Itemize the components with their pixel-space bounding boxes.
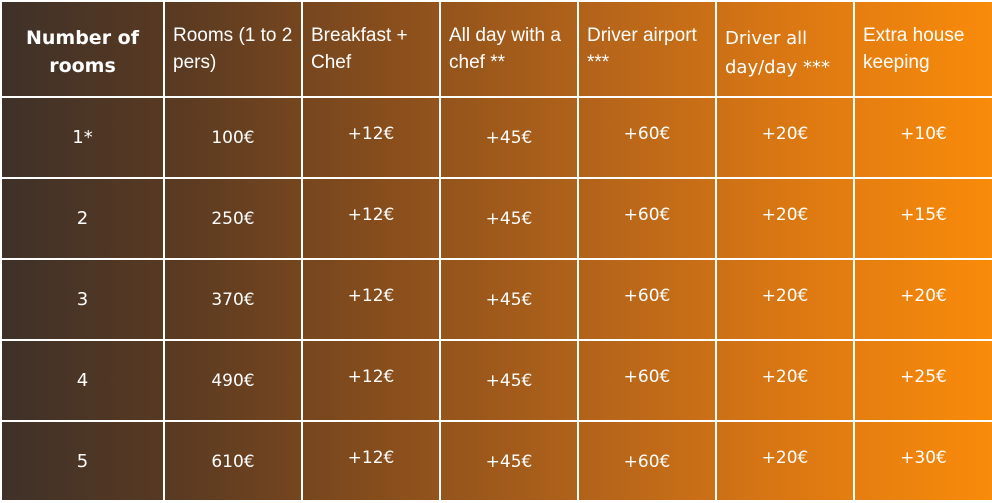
cell-room-price: 490€: [164, 340, 302, 421]
table-row: [1, 421, 992, 502]
cell-breakfast-price: +12€: [302, 421, 440, 502]
cell-all-day-chef-price: +45€: [440, 421, 578, 502]
cell-housekeeping-price: +25€: [854, 340, 992, 421]
cell-all-day-chef-price: +45€: [440, 97, 578, 178]
cell-driver-all-day-price: +20€: [716, 97, 854, 178]
header-driver-airport: Driver airport ***: [578, 1, 716, 97]
cell-room-price: 250€: [164, 178, 302, 259]
table-row: [1, 259, 992, 340]
header-extra-housekeeping: Extra house keeping: [854, 1, 992, 97]
cell-rooms-count: 3: [1, 259, 164, 340]
header-number-of-rooms: Number of rooms: [1, 1, 164, 97]
header-driver-all-day: Driver all day/day ***: [716, 1, 854, 97]
cell-all-day-chef-price: +45€: [440, 178, 578, 259]
header-all-day-chef: All day with a chef **: [440, 1, 578, 97]
cell-housekeeping-price: +20€: [854, 259, 992, 340]
cell-all-day-chef-price: +45€: [440, 340, 578, 421]
cell-housekeeping-price: +15€: [854, 178, 992, 259]
table-header-row: [1, 1, 992, 97]
cell-driver-all-day-price: +20€: [716, 421, 854, 502]
cell-rooms-count: 2: [1, 178, 164, 259]
header-rooms: Rooms (1 to 2 pers): [164, 1, 302, 97]
cell-driver-all-day-price: +20€: [716, 259, 854, 340]
cell-breakfast-price: +12€: [302, 340, 440, 421]
cell-driver-airport-price: +60€: [578, 421, 716, 502]
cell-driver-airport-price: +60€: [578, 97, 716, 178]
cell-room-price: 610€: [164, 421, 302, 502]
cell-breakfast-price: +12€: [302, 178, 440, 259]
cell-driver-all-day-price: +20€: [716, 178, 854, 259]
cell-driver-airport-price: +60€: [578, 259, 716, 340]
cell-breakfast-price: +12€: [302, 97, 440, 178]
cell-driver-airport-price: +60€: [578, 178, 716, 259]
cell-room-price: 100€: [164, 97, 302, 178]
cell-all-day-chef-price: +45€: [440, 259, 578, 340]
cell-housekeeping-price: +30€: [854, 421, 992, 502]
cell-driver-airport-price: +60€: [578, 340, 716, 421]
cell-room-price: 370€: [164, 259, 302, 340]
table-row: [1, 178, 992, 259]
cell-rooms-count: 5: [1, 421, 164, 502]
cell-driver-all-day-price: +20€: [716, 340, 854, 421]
cell-housekeeping-price: +10€: [854, 97, 992, 178]
header-breakfast-chef: Breakfast + Chef: [302, 1, 440, 97]
table-row: [1, 97, 992, 178]
cell-rooms-count: 1*: [1, 97, 164, 178]
table-row: [1, 340, 992, 421]
cell-rooms-count: 4: [1, 340, 164, 421]
cell-breakfast-price: +12€: [302, 259, 440, 340]
